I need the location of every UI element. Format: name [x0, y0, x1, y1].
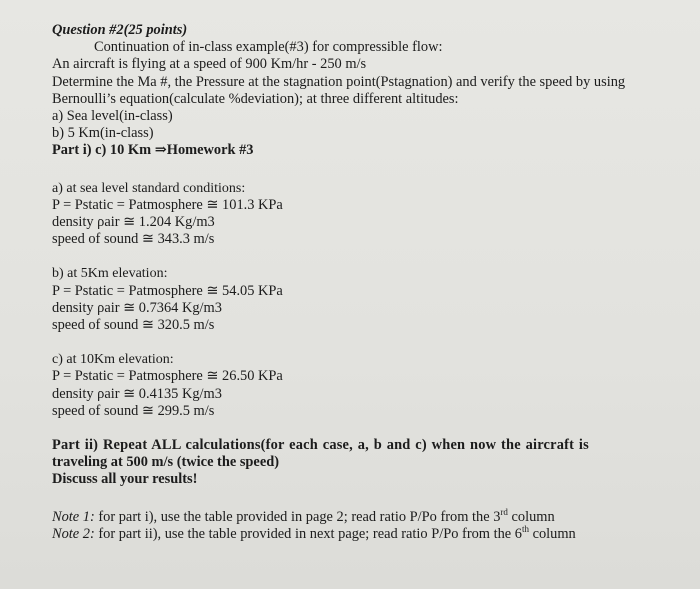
part-ii-line-3: Discuss all your results! [52, 471, 198, 488]
note-1-tail: column [507, 508, 555, 525]
note-2-sup: th [521, 524, 529, 535]
note-2-label: Note 2: [52, 525, 95, 542]
case-a-sound: speed of sound ≅ 343.3 m/s [52, 231, 215, 248]
case-b-title: b) at 5Km elevation: [52, 266, 168, 282]
altitude-b: b) 5 Km(in-class) [52, 125, 154, 142]
case-a [52, 180, 682, 249]
case-b-density: density ρair ≅ 0.7364 Kg/m3 [52, 299, 222, 316]
case-a-density: density ρair ≅ 1.204 Kg/m3 [52, 214, 215, 231]
question-task: Determine the Ma #, the Pressure at the stagnation point(Pstagnation) and verify the speed by using Bernoulli’s equation(calculate %deviation); at three different altitudes: [52, 73, 626, 107]
part-i-heading: Part i) c) 10 Km ⇒Homework #3 [52, 142, 254, 159]
question-title: Question #2(25 points) [52, 22, 188, 38]
note-2-tail: column [528, 525, 576, 542]
case-c-density: density ρair ≅ 0.4135 Kg/m3 [52, 385, 222, 402]
document-content [52, 22, 682, 543]
part-ii [52, 437, 682, 489]
note-2 [52, 526, 682, 543]
note-2-text: for part ii), use the table provided in next page; read ratio P/Po from the 6 [94, 525, 522, 542]
case-b [52, 265, 682, 334]
note-1-label: Note 1: [52, 508, 95, 525]
case-c-pressure: P = Pstatic = Patmosphere ≅ 26.50 KPa [52, 368, 283, 385]
case-a-pressure: P = Pstatic = Patmosphere ≅ 101.3 KPa [52, 196, 283, 213]
part-ii-line-2: traveling at 500 m/s (twice the speed) [52, 454, 280, 471]
note-1-text: for part i), use the table provided in page 2; read ratio P/Po from the 3 [94, 508, 501, 525]
case-b-sound: speed of sound ≅ 320.5 m/s [52, 317, 215, 334]
note-1-sup: rd [500, 506, 508, 517]
note-1 [52, 506, 682, 526]
altitude-a: a) Sea level(in-class) [52, 108, 173, 125]
case-c-title: c) at 10Km elevation: [52, 352, 174, 368]
case-c [52, 351, 682, 420]
part-ii-line-1: Part ii) Repeat ALL calculations(for each case, a, b and c) when now the aircraft is [52, 437, 589, 454]
question-intro: Continuation of in-class example(#3) for compressible flow: [94, 39, 443, 56]
case-b-pressure: P = Pstatic = Patmosphere ≅ 54.05 KPa [52, 282, 283, 299]
case-c-sound: speed of sound ≅ 299.5 m/s [52, 402, 215, 419]
question-speed-line: An aircraft is flying at a speed of 900 Km/hr - 250 m/s [52, 56, 367, 73]
case-a-title: a) at sea level standard conditions: [52, 180, 246, 196]
notes [52, 506, 682, 543]
